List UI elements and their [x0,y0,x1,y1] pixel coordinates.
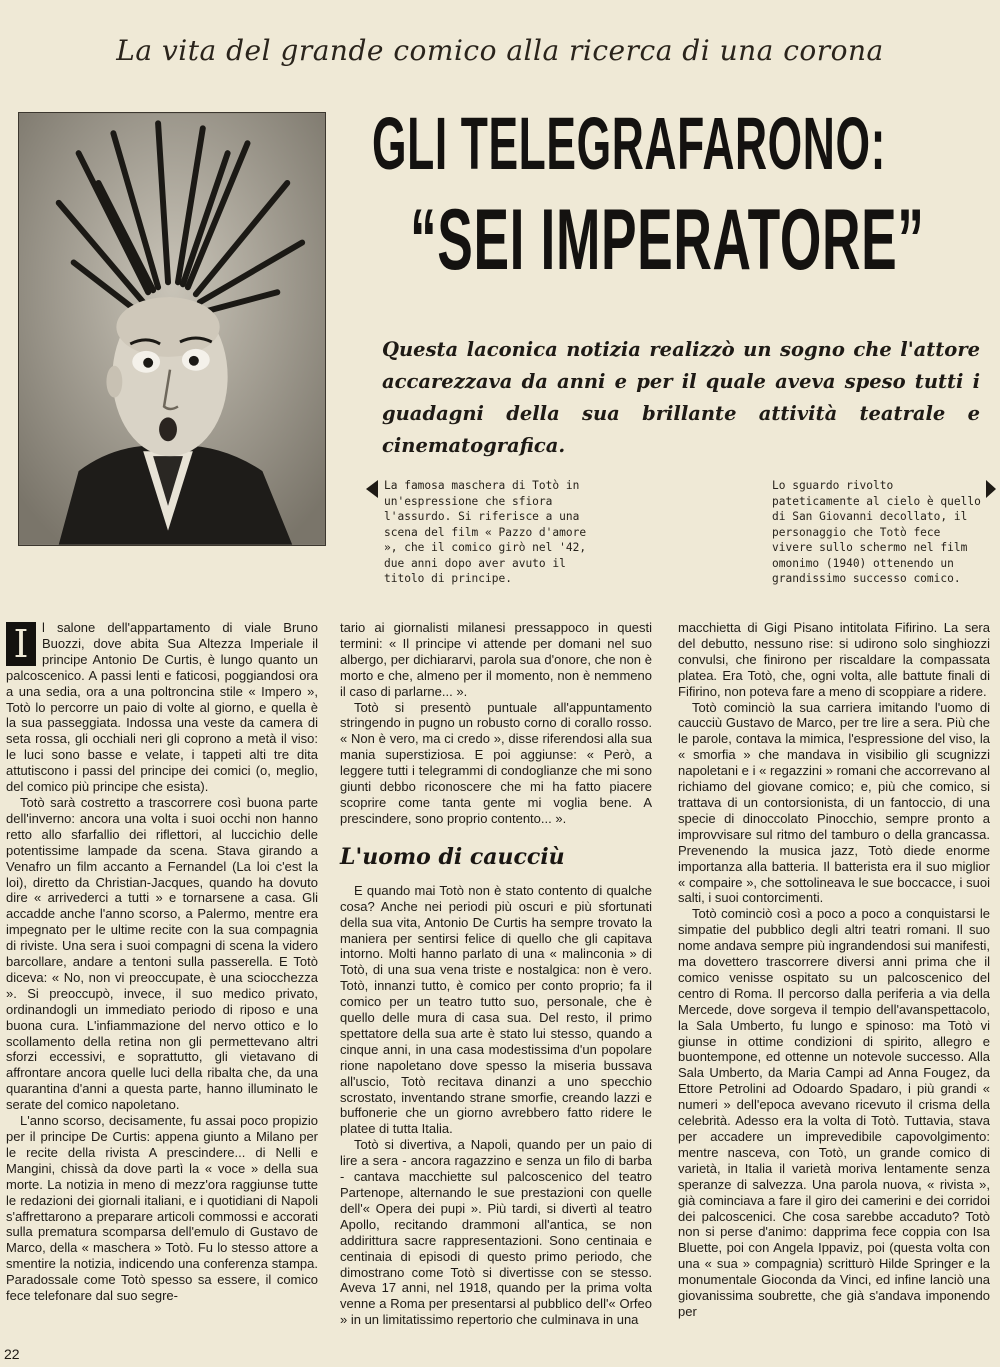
toto-portrait-photo [18,112,326,546]
article-paragraph: Totò sarà costretto a trascorrere così buona parte dell'inverno: ancora una volta i suoi occhi non hanno retto allo sfarfallio dei riflettori, al luccichio delle potentissime lampade da scena. Stava girando a Venafro un film accanto a Fernandel (La loi c'est la loi), diretto da Christian-Jacques, quando ha dovuto dire « arrivederci a tutti » e tornarsene a casa. Gli accadde anche l'anno scorso, a Palermo, mentre era impegnato per le ultime recite con la sua compagnia di riviste. Una sera i suoi compagni di scena la videro barcollare, andare a tentoni sulla passerella. E Totò diceva: « No, non vi preoccupate, è una sciocchezza ». Si preoccupò, invece, il suo medico privato, ordinandogli un immediato periodo di riposo e una buona cura. L'infiammazione del nervo ottico e lo scollamento della retina non gli permettevano altri sforzi eccessivi, e soprattutto, gli vietavano di affrontare ancora quelle luci della ribalta che, da una quarantina d'anni a questa parte, hanno illuminato le serate del comico napoletano. [6,794,318,1113]
article-paragraph: E quando mai Totò non è stato contento di qualche cosa? Anche nei periodi più oscuri e più sfortunati della sua vita, Antonio De Curtis ha sempre trovato la maniera per sentirsi felice di quello che gli capitava intorno. Molti hanno parlato di una « malinconia » di Totò, di una sua vena triste e nostalgica: non è vero. Totò, innanzi tutto, è comico per conto proprio; fa il comico per un teatro tutto suo, personale, che è quello delle mura di casa sua. Del resto, il primo spettatore della sua arte è stato lui stesso, quando a cinque anni, in una casa modestissima d'un popolare rione napoletano dove spesso la miseria bussava all'uscio, Totò recitava dinanzi a uno specchio scrostato, inventando strane smorfie, creando lazzi e buffonerie che un giorno avrebbero fatto ridere le platee di tutta Italia. [340,882,652,1137]
standfirst: Questa laconica notizia realizzò un sogno che l'attore accarezzava da anni e per il quale aveva speso tutti i guadagni della sua brillante attività teatrale e cinematografica. [382,338,980,457]
article-column-1 [6,620,318,1304]
page-number: 22 [4,1346,20,1362]
article-paragraph: Totò cominciò così a poco a poco a conquistarsi le simpatie del pubblico degli altri teatri romani. Il suo nome andava sempre più ingrandendosi sui manifesti, ma dovettero trascorrere diversi anni prima che il comico venisse ospitato su un palcoscenico del centro di Roma. Il percorso dalla periferia a via della Mercede, dove sorgeva il tempio dell'avanspettacolo, la Sala Umberto, fu lungo e spinoso: ma Totò vi giunse in ottime condizioni di spirito, allegro e buontempone, ed ottenne un notevole successo. Alla Sala Umberto, da Maria Campi ad Anna Fougez, da Ettore Petrolini ad Odoardo Spadaro, i più grandi « numeri » dell'epoca avevano ricevuto il crisma della celebrità. Adesso era la volta di Totò. Tuttavia, stava per accadere un imprevedibile capovolgimento: mentre nasceva, con Totò, un grande comico di varietà, in Italia il varietà moriva lentamente senza speranze di salvezza. Una parola nuova, « rivista », già cominciava a fare il giro dei camerini e dei corridoi dei palcoscenici. Che cosa sarebbe accaduto? Totò non si perse d'animo: dapprima fece coppia con Isa Bluette, poi con Angela Ippaviz, poi (questa volta con una « sua » compagnia) scritturò Hilde Springer e la monumentale Gioconda da Vinci, ed infine lanciò una giovanissima soubrette, che già s'andava imponendo per [678,906,990,1319]
article-paragraph: tario ai giornalisti milanesi pressappoco in questi termini: « Il principe vi attende per domani nel suo albergo, per dichiararvi, parola sua d'onore, che non è morto e che, almeno per il momento, non è nemmeno il caso di parlarne... ». [340,620,652,699]
photo-caption-right: Lo sguardo rivolto pateticamente al cielo è quello di San Giovanni decollato, il personaggio che Totò fece vivere sullo schermo nel film omonimo (1940) ottenendo un grandissimo successo comico. [772,479,981,585]
article-paragraph: I l salone dell'appartamento di viale Bruno Buozzi, dove abita Sua Altezza Imperiale il principe Antonio De Curtis, è lungo quanto un palcoscenico. A passi lenti e faticosi, poggiandosi ora a una sedia, ora a una poltroncina stile « Impero », Totò lo percorre un paio di volte al giorno, e quella è la sua passeggiata. Indossa una veste da camera di seta rossa, gli occhiali neri gli coprono a metà il viso: le luci sono basse e velate, i tappeti alti tre dita attutiscono i passi del principe dei comici (o, meglio, del comico più principe che esista). [6,620,318,795]
article-paragraph: Totò cominciò la sua carriera imitando l'uomo di caucciù Gustavo de Marco, per tre lire a sera. Più che le parole, contava la mimica, l'espressione del viso, la « smorfia » che mandava in visibilio gli scugnizzi napoletani e i « regazzini » romani che accorrevano al richiamo del giovane comico; e, più che comico, si trattava di un contorsionista, di un fantoccio, di una specie di dinoccolato Pinocchio, sempre pronto a improvvisare sul ritmo del tamburo o della grancassa. Prevenendo la musica jazz, Totò diede enorme importanza alla batteria. Il batterista era il suo miglior « compaire », che sottolineava le sue boccacce, i suoi salti, i suoi contorcimenti. [678,699,990,906]
article-paragraph: Totò si presentò puntuale all'appuntamento stringendo in pugno un robusto corno di corallo rosso. « Non è vero, ma ci credo », disse riferendosi alla sua mania superstiziosa. E poi aggiunse: « Però, a leggere tutti i telegrammi di condoglianze che mi sono giunti debbo riconoscere che mi ha fatto piacere scoprire come tanta gente mi voglia bene. A prescindere, sono proprio contento... ». [340,699,652,826]
article-column-2 [340,620,652,1328]
article-paragraph: L'anno scorso, decisamente, fu assai poco propizio per il principe De Curtis: appena giunto a Milano per le recite della rivista A prescindere... di Nelli e Mangini, chissà da dove partì la « voce » della sua morte. La notizia in meno di mezz'ora raggiunse tutte le redazioni dei giornali italiani, e i quotidiani di Napoli s'affrettarono a preparare articoli commossi e accorati sulla prematura scomparsa dell'emulo di Gustavo de Marco, della « maschera » Totò. Fu lo stesso attore a smentire la notizia, indicendo una conferenza stampa. Paradossale come Totò spesso sa essere, il comico fece telefonare dal suo segre- [6,1113,318,1304]
drop-cap: I [6,622,36,666]
section-subhead: L'uomo di caucciù [340,843,565,870]
photo-caption-left: La famosa maschera di Totò in un'espressione che sfiora l'assurdo. Si riferisce a una scena del film « Pazzo d'amore », che il comico girò nel '42, due anni dopo aver avuto il titolo di principe. [384,479,587,585]
article-paragraph: Totò si divertiva, a Napoli, quando per un paio di lire a sera - ancora ragazzino e senza un filo di barba - cantava macchiette sul palcoscenico del teatro Partenope, alternando le sue prestazioni con quelle dell'« Opera dei pupi ». Più tardi, si divertì al teatro Apollo, recitando drammoni all'antica, se non addirittura sacre rappresentazioni. Sono centinaia e centinaia di episodi di questo primo periodo, che dimostrano come Totò si divertisse con se stesso. Aveva 17 anni, nel 1918, quando per la prima volta venne a Roma per presentarsi al pubblico dell'« Orfeo » in un limitatissimo repertorio che culminava in una [340,1137,652,1328]
headline-line-1: GLI TELEGRAFARONO: [372,102,886,185]
headline-line-2: “SEI IMPERATORE” [410,192,925,288]
article-paragraph: macchietta di Gigi Pisano intitolata Fifirino. La sera del debutto, nessuno rise: si udirono solo singhiozzi convulsi, che finirono per riscaldare la compassata platea. Era Totò, che, ogni volta, alle battute finali di Fifirino, non poteva fare a meno di scoppiare a ridere. [678,620,990,699]
article-column-3 [678,620,990,1320]
headline [372,96,990,288]
kicker: La vita del grande comico alla ricerca di una corona [116,34,884,67]
caption-arrow-right-icon [986,480,996,498]
caption-arrow-left-icon [366,480,378,498]
portrait-illustration [19,113,325,545]
